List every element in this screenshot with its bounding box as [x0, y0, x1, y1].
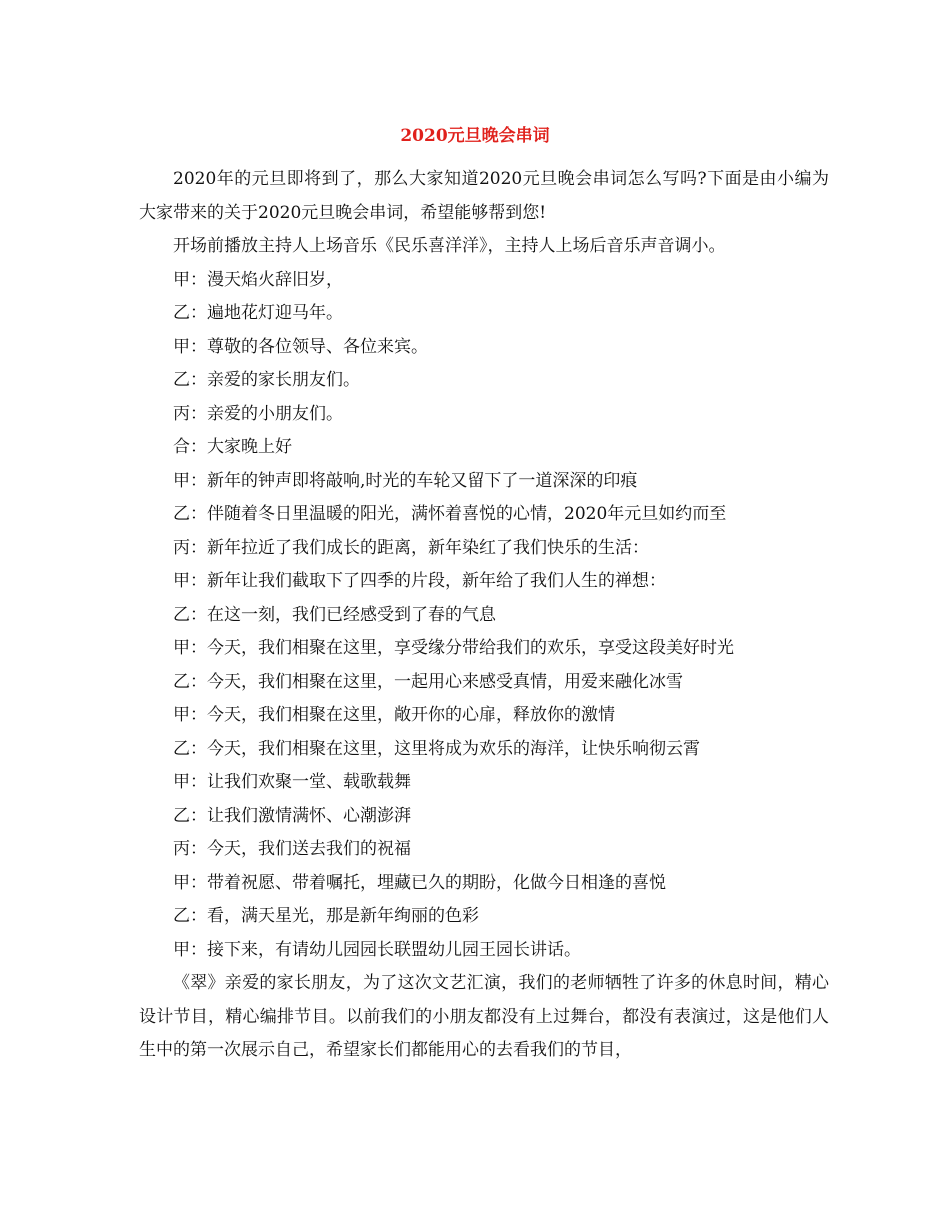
paragraph: 甲：新年的钟声即将敲响,时光的车轮又留下了一道深深的印痕	[173, 470, 638, 491]
paragraph: 丙：今天，我们送去我们的祝福	[173, 839, 411, 859]
paragraph: 丙：新年拉近了我们成长的距离，新年染红了我们快乐的生活：	[173, 537, 649, 558]
paragraph: 乙：伴随着冬日里温暖的阳光，满怀着喜悦的心情，2020年元旦如约而至	[173, 504, 727, 524]
paragraph: 乙：在这一刻，我们已经感受到了春的气息	[173, 604, 496, 625]
paragraph: 乙：今天，我们相聚在这里，一起用心来感受真情，用爱来融化冰雪	[173, 671, 683, 692]
paragraph: 《翠》亲爱的家长朋友，为了这次文艺汇演，我们的老师牺牲了许多的休息时间，精心设计节目，精心编排节目。以前我们的小朋友都没有上过舞台，都没有表演过，这是他们人生中的第一次展示自己，希望家长们都能用心的去看我们的节目，	[139, 973, 829, 1060]
paragraph: 甲：尊敬的各位领导、各位来宾。	[173, 336, 428, 357]
paragraph: 2020年的元旦即将到了，那么大家知道2020元旦晚会串词怎么写吗?下面是由小编为大家带来的关于2020元旦晚会串词，希望能够帮到您!	[139, 169, 829, 223]
paragraph: 乙：看，满天星光，那是新年绚丽的色彩	[173, 906, 479, 926]
paragraph: 乙：遍地花灯迎马年。	[173, 303, 343, 323]
paragraph: 乙：让我们激情满怀、心潮澎湃	[173, 805, 411, 826]
paragraph: 甲：让我们欢聚一堂、载歌载舞	[173, 772, 411, 792]
paragraph: 丙：亲爱的小朋友们。	[173, 403, 343, 424]
paragraph: 合：大家晚上好	[173, 437, 292, 457]
document-title: 2020元旦晚会串词	[400, 126, 550, 146]
paragraph: 甲：今天，我们相聚在这里，敞开你的心扉，释放你的激情	[173, 705, 615, 725]
paragraph: 甲：今天，我们相聚在这里，享受缘分带给我们的欢乐，享受这段美好时光	[173, 638, 734, 658]
paragraph: 甲：带着祝愿、带着嘱托，埋藏已久的期盼，化做今日相逢的喜悦	[173, 872, 666, 893]
paragraph: 乙：今天，我们相聚在这里，这里将成为欢乐的海洋，让快乐响彻云霄	[173, 738, 700, 759]
paragraph: 甲：新年让我们截取下了四季的片段，新年给了我们人生的禅想：	[173, 571, 666, 591]
paragraph: 甲：漫天焰火辞旧岁，	[173, 269, 343, 290]
paragraph: 开场前播放主持人上场音乐《民乐喜洋洋》，主持人上场后音乐声音调小。	[173, 236, 726, 256]
document-body	[139, 163, 829, 1068]
paragraph: 乙：亲爱的家长朋友们。	[173, 370, 360, 390]
paragraph: 甲：接下来，有请幼儿园园长联盟幼儿园王园长讲话。	[173, 939, 581, 960]
